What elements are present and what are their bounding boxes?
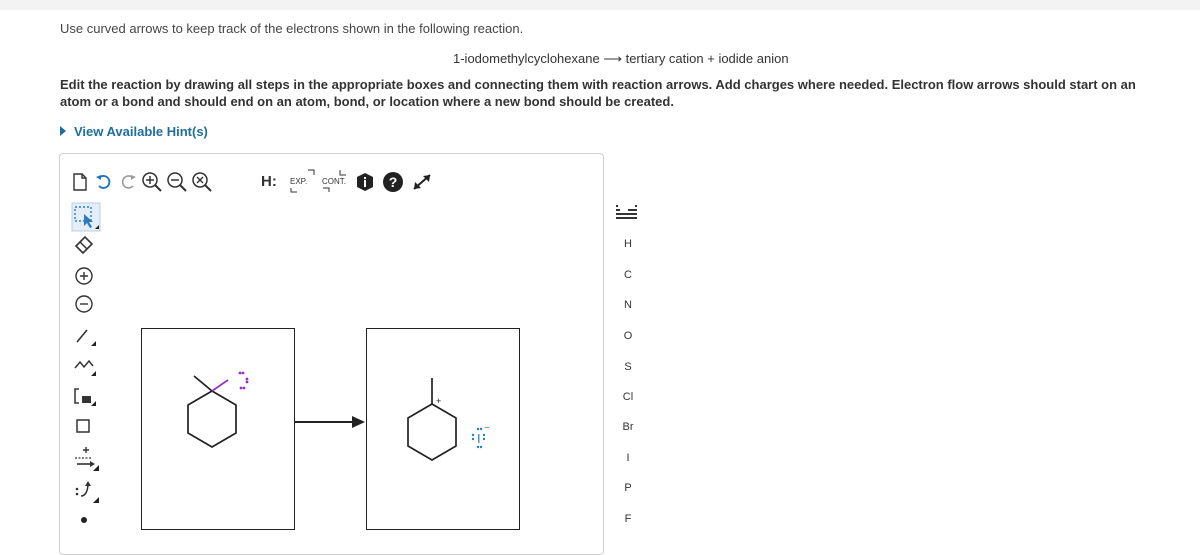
- cation-charge: +: [436, 396, 442, 406]
- reaction-statement: [453, 51, 789, 67]
- product-cyclohexane-ring: [408, 404, 456, 460]
- reaction-drawing[interactable]: [60, 154, 603, 534]
- element-o-button[interactable]: O: [623, 330, 633, 342]
- carbon-iodine-bond: [212, 380, 228, 391]
- products-name: tertiary cation + iodide anion: [625, 51, 789, 66]
- svg-text:?: ?: [388, 174, 398, 190]
- iodine-lone-pairs: [239, 372, 249, 390]
- marvin-sketch-editor[interactable]: [59, 153, 634, 555]
- exp-label: EXP.: [290, 177, 308, 186]
- h-plus-label: H:: [261, 173, 277, 190]
- periodic-table-icon[interactable]: [614, 202, 640, 222]
- reaction-arrow: ⟶: [603, 51, 622, 66]
- cont-label: CONT.: [322, 177, 346, 186]
- element-cl-button[interactable]: Cl: [622, 391, 634, 403]
- instructions: Edit the reaction by drawing all steps in the appropriate boxes and connecting them with reaction arrows. Add charges where needed. Electron flow arrows should start on an atom or a bond and should end on an atom, bond, or location where a new bond should be created.: [60, 77, 1136, 109]
- reactant-cyclohexane-ring: [188, 391, 236, 447]
- question-prompt: Use curved arrows to keep track of the electrons shown in the following reaction.: [60, 21, 524, 36]
- element-c-button[interactable]: C: [624, 269, 632, 281]
- reactant-name: 1-iodomethylcyclohexane: [453, 51, 600, 66]
- element-p-button[interactable]: P: [624, 482, 632, 494]
- expand-triangle-icon: [60, 126, 66, 136]
- element-n-button[interactable]: N: [624, 299, 632, 311]
- view-hints-link[interactable]: [60, 124, 208, 139]
- element-s-button[interactable]: S: [624, 361, 632, 373]
- element-h-button[interactable]: H: [624, 238, 632, 250]
- iodide-charge: −: [484, 423, 490, 434]
- element-br-button[interactable]: Br: [622, 421, 634, 433]
- top-bar: [0, 0, 1200, 10]
- reaction-arrowhead: [352, 416, 365, 428]
- hint-label: View Available Hint(s): [74, 124, 208, 139]
- iodide-symbol: I: [477, 431, 481, 446]
- element-i-button[interactable]: I: [626, 452, 630, 464]
- element-f-button[interactable]: F: [624, 513, 632, 525]
- reactant-methyl-bond: [194, 376, 212, 391]
